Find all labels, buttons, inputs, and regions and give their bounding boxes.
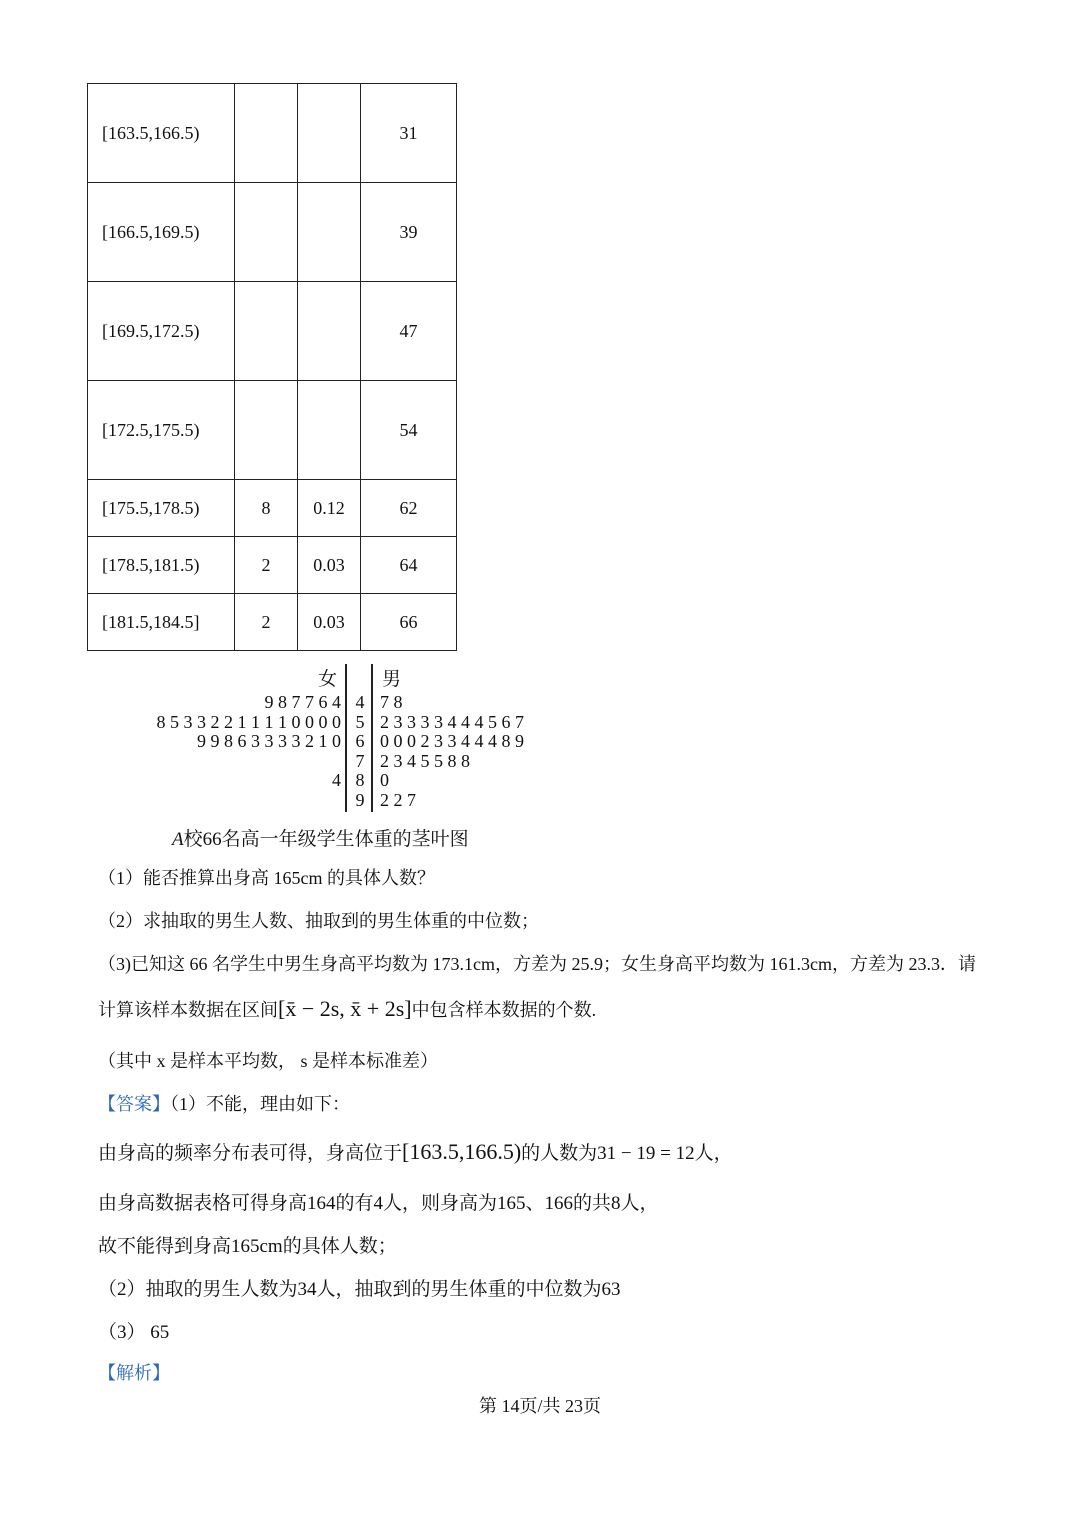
frequency-cell — [298, 282, 361, 381]
interval-cell: [166.5,169.5) — [88, 183, 235, 282]
frequency-cell: 0.03 — [298, 537, 361, 594]
female-leaves: 4 — [332, 770, 341, 790]
male-leaves: 0 0 0 2 3 3 4 4 4 8 9 — [380, 731, 524, 751]
question-3-line-1: （3)已知这 66 名学生中男生身高平均数为 173.1cm，方差为 25.9；女生身高平均数为 161.3cm，方差为 23.3．请 — [98, 954, 976, 974]
frequency-cell — [298, 84, 361, 183]
table-row — [88, 183, 457, 282]
stem-divider-right — [371, 664, 373, 812]
interval-cell: [163.5,166.5) — [88, 84, 235, 183]
frequency-cell — [298, 381, 361, 480]
male-leaves: 2 3 4 5 5 8 8 — [380, 750, 470, 771]
stem-value: 9 — [355, 789, 365, 810]
table-row — [88, 480, 457, 537]
interval-cell: [169.5,172.5) — [88, 282, 235, 381]
answer-1-line-3: 由身高数据表格可得身高164的有4人，则身高为165、166的共8人， — [98, 1193, 659, 1214]
question-1: （1）能否推算出身高 165cm 的具体人数？ — [98, 868, 435, 888]
interval-cell: [178.5,181.5) — [88, 537, 235, 594]
stem-value: 7 — [355, 750, 365, 771]
answer-1-line-1: 【答案】（1）不能，理由如下： — [98, 1094, 350, 1114]
stem-value: 6 — [355, 731, 365, 751]
answer-2: （2）抽取的男生人数为34人，抽取到的男生体重的中位数为63 — [98, 1279, 621, 1300]
answer-tag: 【答案】 — [98, 1094, 170, 1114]
stem-value: 5 — [355, 711, 365, 732]
page-footer: 第 14页/共 23页 — [478, 1396, 601, 1416]
answer-1-line-4: 故不能得到身高165cm的具体人数； — [98, 1236, 397, 1257]
table-row — [88, 537, 457, 594]
female-leaves: 8 5 3 3 2 2 1 1 1 1 0 0 0 0 — [156, 711, 341, 732]
female-leaves: 9 9 8 6 3 3 3 3 2 1 0 — [197, 731, 341, 751]
table-row — [88, 594, 457, 651]
cumulative-cell: 64 — [361, 537, 457, 594]
stem-value: 8 — [355, 770, 365, 790]
frequency-cell: 0.03 — [298, 594, 361, 651]
frequency-cell — [298, 183, 361, 282]
male-label: 男 — [382, 669, 402, 690]
count-cell — [235, 183, 298, 282]
cumulative-cell: 66 — [361, 594, 457, 651]
stem-leaf-caption: A校66名高一年级学生体重的茎叶图 — [172, 829, 469, 850]
table-row — [88, 84, 457, 183]
male-leaves: 7 8 — [380, 692, 403, 712]
female-label: 女 — [318, 669, 338, 690]
count-cell — [235, 84, 298, 183]
count-cell: 8 — [235, 480, 298, 537]
question-3-note: （其中 x 是样本平均数， s 是样本标准差） — [98, 1051, 439, 1071]
table-row — [88, 381, 457, 480]
interval-cell: [172.5,175.5) — [88, 381, 235, 480]
count-cell: 2 — [235, 537, 298, 594]
frequency-cell: 0.12 — [298, 480, 361, 537]
cumulative-cell: 62 — [361, 480, 457, 537]
answer-1-line-2: 由身高的频率分布表可得，身高位于[163.5,166.5)的人数为31 − 19 = 12人， — [98, 1139, 733, 1164]
cumulative-cell: 31 — [361, 84, 457, 183]
female-leaves: 9 8 7 7 6 4 — [264, 692, 341, 712]
male-leaves: 0 — [380, 770, 389, 790]
stem-value: 4 — [355, 692, 365, 712]
question-2: （2）求抽取的男生人数、抽取到的男生体重的中位数； — [98, 911, 539, 931]
interval-cell: [181.5,184.5] — [88, 594, 235, 651]
interval-cell: [175.5,178.5) — [88, 480, 235, 537]
cumulative-cell: 54 — [361, 381, 457, 480]
height-frequency-table — [87, 83, 457, 651]
answer-3: （3） 65 — [98, 1322, 170, 1343]
question-3-line-2: 计算该样本数据在区间[x̄ − 2s, x̄ + 2s]中包含样本数据的个数. — [98, 996, 597, 1021]
analysis-tag: 【解析】 — [98, 1363, 170, 1383]
male-leaves: 2 3 3 3 3 4 4 4 5 6 7 — [380, 711, 524, 732]
count-cell: 2 — [235, 594, 298, 651]
cumulative-cell: 39 — [361, 183, 457, 282]
count-cell — [235, 381, 298, 480]
interval-formula: [x̄ − 2s, x̄ + 2s] — [278, 996, 412, 1021]
count-cell — [235, 282, 298, 381]
stem-divider-left — [345, 664, 347, 812]
male-leaves: 2 2 7 — [380, 789, 416, 810]
cumulative-cell: 47 — [361, 282, 457, 381]
table-row — [88, 282, 457, 381]
